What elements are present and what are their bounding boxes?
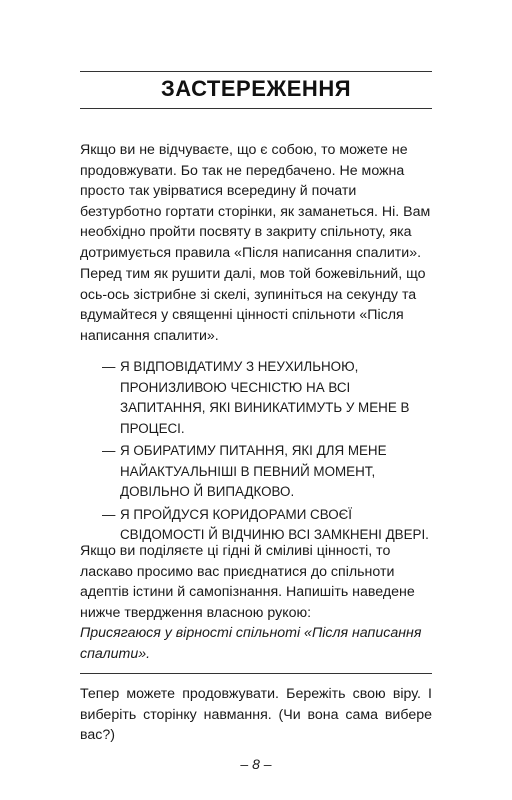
vow-text: Я ВІДПОВІДАТИМУ З НЕУХИЛЬНОЮ, ПРОНИЗЛИВОЮ ЧЕСНІСТЮ НА ВСІ ЗАПИТАННЯ, ЯКІ ВИНИКАТИМУТЬ У МЕНЕ В ПРОЦЕСІ. — [120, 359, 410, 436]
pause-paragraph: Перед тим як рушити далі, мов той божевільний, що ось-ось зістрибне зі скелі, зупиніться на секунду та вдумайтеся у священні цінності спільноти «Після написання спалити». — [80, 266, 426, 344]
vow-item — [80, 357, 432, 439]
vow-dash: — — [102, 443, 116, 458]
vows-list — [80, 357, 432, 548]
oath-statement: Присягаюся у вірності спільноті «Після написання спалити». — [80, 625, 422, 662]
intro-paragraph: Якщо ви не відчуваєте, що є собою, то можете не продовжувати. Бо так не передбачено. Не можна просто так увірватися всередину й почати безтурботно гортати сторінки, як заманеться. Ні. Вам необхідно пройти посвяту в закриту спільноту, яка дотримується правила «Після написання спалити». — [80, 142, 431, 261]
title-rule — [80, 108, 432, 109]
vow-item — [80, 441, 432, 503]
page-number: – 8 – — [240, 756, 272, 772]
vow-dash: — — [102, 359, 116, 374]
closing-paragraph: Тепер можете продовжувати. Бережіть свою віру. І виберіть сторінку навмання. (Чи вона сама вибере вас?) — [80, 686, 432, 743]
book-page — [80, 0, 432, 800]
top-rule — [80, 71, 432, 72]
signature-line — [80, 673, 432, 674]
page-title: ЗАСТЕРЕЖЕННЯ — [160, 76, 352, 101]
vow-dash: — — [102, 506, 116, 522]
vow-text: Я ПРОЙДУСЯ КОРИДОРАМИ СВОЄЇ СВІДОМОСТІ Й ВІДЧИНЮ ВСІ ЗАМКНЕНІ ДВЕРІ. — [120, 506, 429, 542]
join-paragraph: Якщо ви поділяєте ці гідні й сміливі цінності, то ласкаво просимо вас приєднатися до спільноти адептів істини й самопізнання. Напишіть наведене нижче твердження власною рукою: — [80, 543, 415, 621]
vow-text: Я ОБИРАТИМУ ПИТАННЯ, ЯКІ ДЛЯ МЕНЕ НАЙАКТУАЛЬНІШІ В ПЕВНИЙ МОМЕНТ, ДОВІЛЬНО Й ВИПАДКОВО. — [120, 443, 387, 499]
vow-item — [80, 505, 432, 546]
